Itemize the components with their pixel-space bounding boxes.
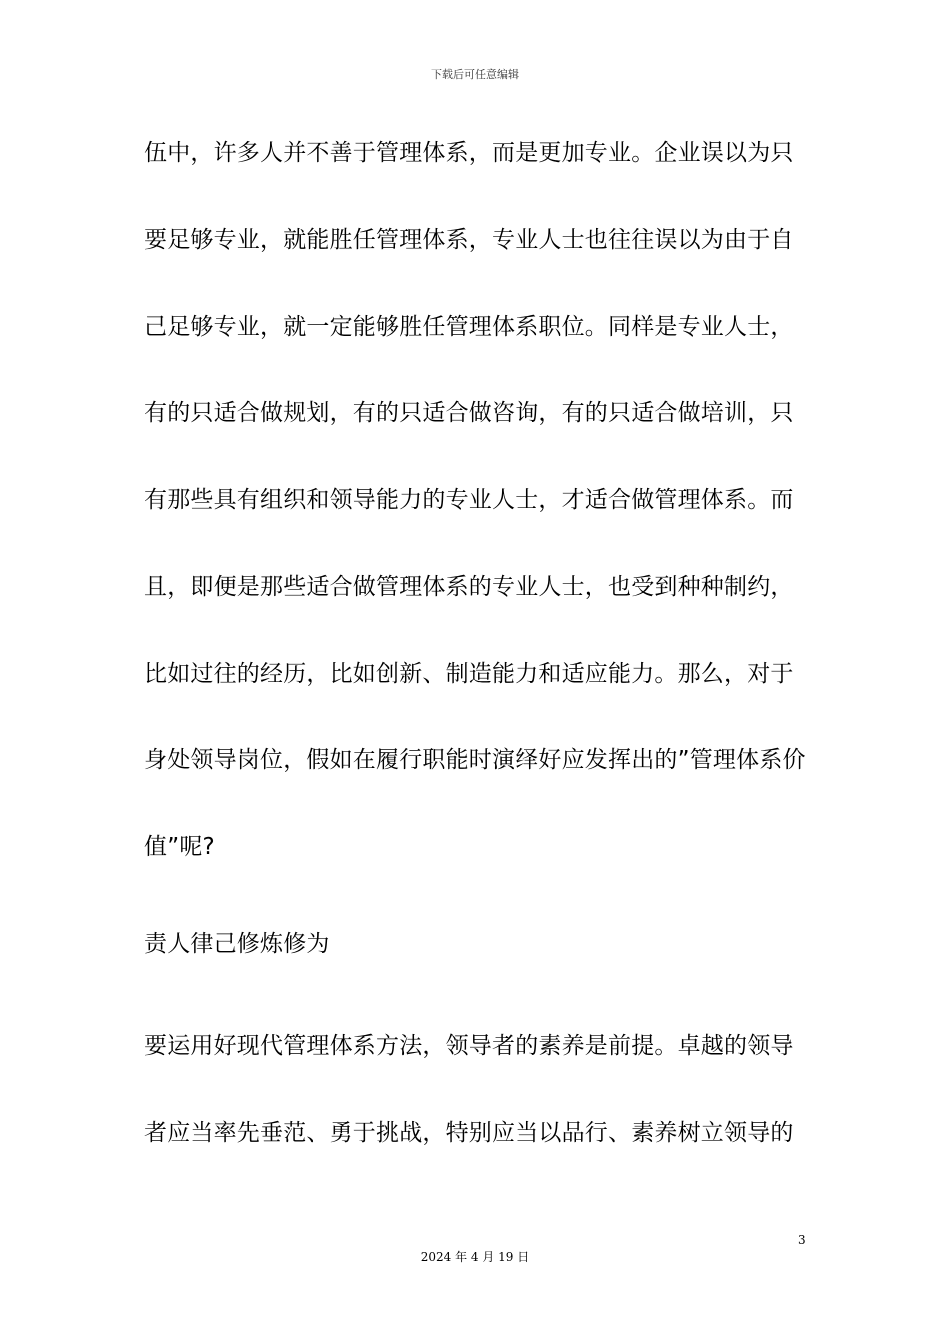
paragraph-line: 有的只适合做规划，有的只适合做咨询，有的只适合做培训，只	[144, 400, 794, 426]
paragraph-line: 伍中，许多人并不善于管理体系，而是更加专业。企业误以为只	[144, 140, 794, 166]
header-note: 下载后可任意编辑	[431, 68, 519, 81]
paragraph-line: 值”呢?	[144, 834, 215, 860]
paragraph-line: 己足够专业，就一定能够胜任管理体系职位。同样是专业人士，	[144, 314, 794, 340]
paragraph-line: 要足够专业，就能胜任管理体系，专业人士也往往误以为由于自	[144, 227, 794, 253]
paragraph-line: 身处领导岗位，假如在履行职能时演绎好应发挥出的”管理体系价	[144, 747, 806, 773]
paragraph-line: 有那些具有组织和领导能力的专业人士，才适合做管理体系。而	[144, 487, 794, 513]
paragraph-line: 要运用好现代管理体系方法，领导者的素养是前提。卓越的领导	[144, 1033, 794, 1059]
section-heading: 责人律己修炼修为	[144, 931, 330, 957]
footer-date: 2024 年 4 月 19 日	[420, 1250, 530, 1264]
paragraph-line: 且，即便是那些适合做管理体系的专业人士，也受到种种制约，	[144, 574, 794, 600]
page-number: 3	[798, 1233, 806, 1247]
paragraph-line: 比如过往的经历，比如创新、制造能力和适应能力。那么，对于	[144, 661, 794, 687]
paragraph-line: 者应当率先垂范、勇于挑战，特别应当以品行、素养树立领导的	[144, 1120, 794, 1146]
